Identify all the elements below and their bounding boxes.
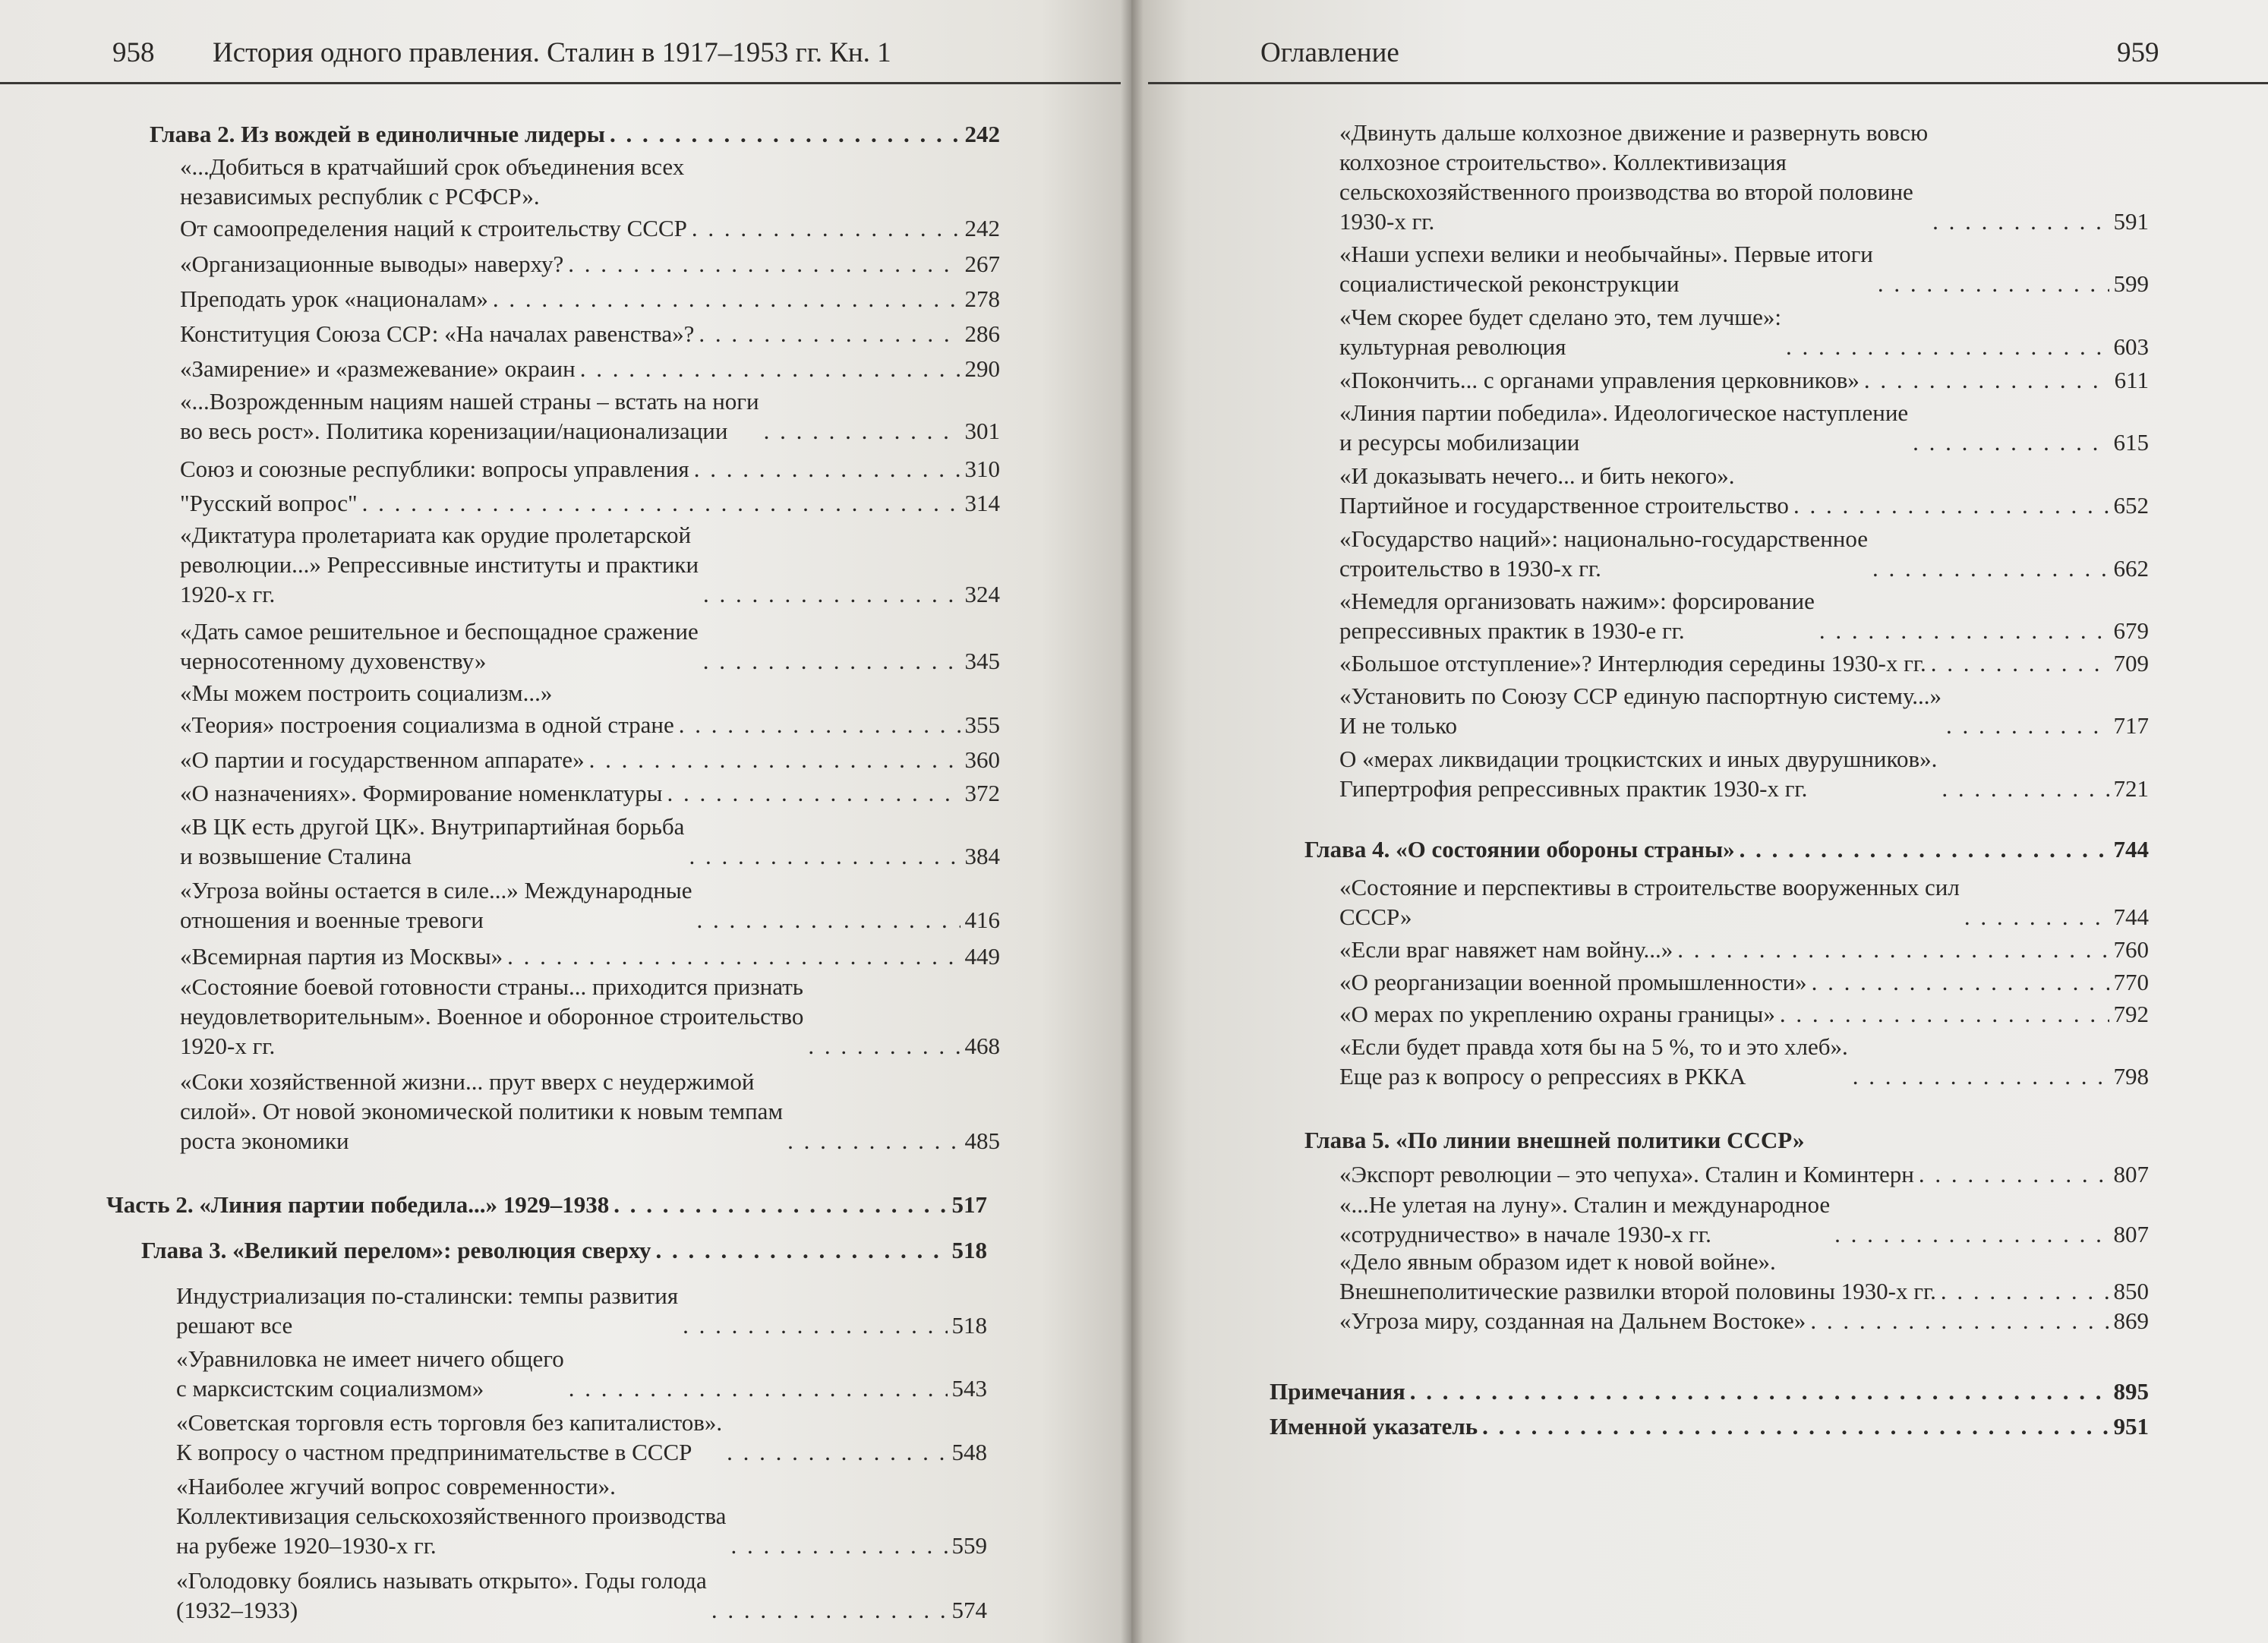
toc-entry: «Соки хозяйственной жизни... прут вверх с неудержимой силой». От новой экономической политики к новым темпам роста экономики . . . 485 [180,1067,1000,1156]
toc-entry: «Если будет правда хотя бы на 5 %, то и это хлеб». Еще раз к вопросу о репрессиях в РККА . . . 798 [1339,1032,2149,1091]
running-head: История одного правления. Сталин в 1917–1953 гг. Кн. 1 [213,37,891,68]
toc-entry: «Угроза войны остается в силе...» Международные отношения и военные тревоги . . . 416 [180,875,1000,935]
toc-entry: Преподать урок «националам» . . . 278 [180,284,1000,314]
toc-entry: «Если враг навяжет нам войну...» . . . 760 [1339,935,2149,964]
toc-entry: «Линия партии победила». Идеологическое наступление и ресурсы мобилизации . . . 615 [1339,398,2149,457]
toc-entry: «О партии и государственном аппарате» . . . 360 [180,745,1000,774]
running-head: Оглавление [1260,37,1399,68]
toc-entry: «Организационные выводы» наверху? . . . 267 [180,249,1000,279]
toc-entry: «Состояние боевой готовности страны... приходится признать неудовлетворительным». Военное и оборонное строительство 1920-х гг. . . . 468 [180,972,1000,1061]
header-rule [1148,82,2268,84]
toc-entry: «О реорганизации военной промышленности» . . . 770 [1339,967,2149,997]
toc-entry: «Дать самое решительное и беспощадное сражение черносотенному духовенству» . . . 345 [180,617,1000,676]
toc-entry: О «мерах ликвидации троцкистских и иных двурушников». Гипертрофия репрессивных практик 1930-х гг. . . . 721 [1339,744,2149,803]
toc-chapter-heading: Глава 4. «О состоянии обороны страны» . . . 744 [1304,834,2149,864]
toc-entry: «Голодовку боялись называть открыто». Годы голода (1932–1933) . . . 574 [176,1566,987,1625]
book-gutter [1121,0,1143,1643]
toc-entry: «О назначениях». Формирование номенклатуры . . . 372 [180,778,1000,808]
toc-entry: «Дело явным образом идет к новой войне». Внешнеполитические развилки второй половины 1930-х гг. . . . 850 [1339,1247,2149,1306]
toc-entry: «Покончить... с органами управления церковников» . . . 611 [1339,365,2149,395]
toc-entry: «...Возрожденным нациям нашей страны – встать на ноги во весь рост». Политика коренизации/национализации . . . 301 [180,386,1000,446]
toc-entry: «Советская торговля есть торговля без капиталистов». К вопросу о частном предпринимательстве в СССР . . . 548 [176,1408,987,1467]
toc-entry: «О мерах по укреплению охраны границы» . . . 792 [1339,999,2149,1029]
toc-chapter-heading: Глава 3. «Великий перелом»: революция сверху . . . 518 [141,1235,987,1265]
toc-entry: «Немедля организовать нажим»: форсирование репрессивных практик в 1930-е гг. . . . 679 [1339,586,2149,645]
toc-entry: «Уравниловка не имеет ничего общего с марксистским социализмом» . . . 543 [176,1344,987,1403]
right-page [1131,0,2268,1643]
toc-entry: Глава 2. Из вождей в единоличные лидеры . . . 242 [150,119,1000,149]
toc-entry: «Мы можем построить социализм...» [180,680,553,706]
toc-entry: «Экспорт революции – это чепуха». Сталин и Коминтерн . . . 807 [1339,1159,2149,1189]
page-number: 958 [112,37,155,68]
toc-entry: «Всемирная партия из Москвы» . . . 449 [180,941,1000,971]
left-page [0,0,1131,1643]
toc-entry: "Русский вопрос" . . . 314 [180,488,1000,518]
toc-entry: Конституция Союза ССР: «На началах равенства»? . . . 286 [180,319,1000,348]
toc-entry: От самоопределения наций к строительству СССР . . . 242 [180,213,1000,243]
toc-entry: «Двинуть дальше колхозное движение и развернуть вовсю колхозное строительство». Коллективизация сельскохозяйственного производства во второй половине 1930-х гг. . . . 591 [1339,118,2149,236]
toc-entry: «Угроза миру, созданная на Дальнем Востоке» . . . 869 [1339,1306,2149,1336]
toc-entry: «Диктатура пролетариата как орудие пролетарской революции...» Репрессивные институты и практики 1920-х гг. . . . 324 [180,520,1000,609]
toc-entry: «Наиболее жгучий вопрос современности». Коллективизация сельскохозяйственного производства на рубеже 1920–1930-х гг. . . . 559 [176,1471,987,1560]
toc-entry: «Состояние и перспективы в строительстве вооруженных сил СССР» . . . 744 [1339,872,2149,932]
toc-back-matter: Именной указатель . . . 951 [1270,1411,2149,1441]
toc-back-matter: Примечания . . . 895 [1270,1377,2149,1406]
header-rule [0,82,1121,84]
toc-entry: «И доказывать нечего... и бить некого». Партийное и государственное строительство . . . 652 [1339,461,2149,520]
toc-entry: «...Не улетая на луну». Сталин и международное «сотрудничество» в начале 1930-х гг. . . . 807 [1339,1190,2149,1249]
toc-entry: «Замирение» и «размежевание» окраин . . . 290 [180,354,1000,383]
toc-entry: «Чем скорее будет сделано это, тем лучше»: культурная революция . . . 603 [1339,302,2149,361]
toc-entry: «Большое отступление»? Интерлюдия середины 1930-х гг. . . . 709 [1339,648,2149,678]
toc-entry: «Теория» построения социализма в одной стране . . . 355 [180,710,1000,740]
toc-entry: «Государство наций»: национально-государственное строительство в 1930-х гг. . . . 662 [1339,524,2149,583]
toc-entry: «Установить по Союзу ССР единую паспортную систему...» И не только . . . 717 [1339,681,2149,740]
toc-chapter-heading: Глава 5. «По линии внешней политики СССР» [1304,1127,1805,1153]
toc-entry: Индустриализация по-сталински: темпы развития решают все . . . 518 [176,1281,987,1340]
toc-entry: «...Добиться в кратчайший срок объединения всех независимых республик с РСФСР». [180,153,685,210]
toc-entry: «В ЦК есть другой ЦК». Внутрипартийная борьба и возвышение Сталина . . . 384 [180,812,1000,871]
toc-entry: «Наши успехи велики и необычайны». Первые итоги социалистической реконструкции . . . 599 [1339,239,2149,298]
toc-part-heading: Часть 2. «Линия партии победила...» 1929–1938 . . . 517 [106,1190,987,1219]
toc-entry: Союз и союзные республики: вопросы управления . . . 310 [180,454,1000,484]
page-number: 959 [2117,37,2159,68]
